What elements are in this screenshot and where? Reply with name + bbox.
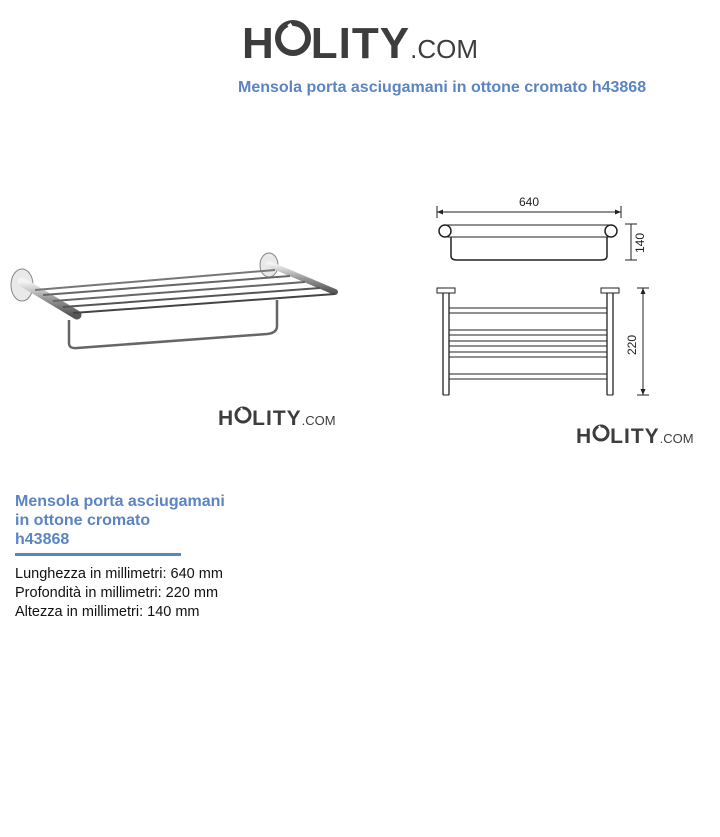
- brand-logo-lity: LITY: [310, 19, 411, 68]
- watermark2-lity: LITY: [610, 425, 660, 448]
- product-title-line: Mensola porta asciugamani: [15, 493, 225, 510]
- watermark-h: H: [218, 407, 235, 430]
- spec-list: [15, 565, 223, 622]
- brand-logo-watermark: [218, 405, 336, 431]
- brand-logo-watermark-2: [576, 423, 694, 449]
- title-divider: [15, 553, 181, 556]
- spec-height: Altezza in millimetri: 140 mm: [15, 604, 200, 620]
- dimension-depth-label: 220: [625, 334, 640, 356]
- dimension-height-label: 140: [633, 232, 648, 254]
- watermark-o-icon: [234, 405, 252, 430]
- watermark-lity: LITY: [252, 407, 302, 430]
- spec-length: Lunghezza in millimetri: 640 mm: [15, 566, 223, 582]
- brand-logo-suffix: .COM: [410, 34, 478, 64]
- product-image: [5, 240, 345, 360]
- brand-logo[interactable]: [242, 18, 478, 68]
- watermark2-h: H: [576, 425, 593, 448]
- dimension-width-label: 640: [518, 195, 540, 209]
- page-title: Mensola porta asciugamani in ottone cromato h43868: [238, 79, 647, 96]
- watermark-suffix: .COM: [301, 413, 336, 428]
- product-code: h43868: [15, 531, 70, 548]
- brand-logo-o-icon: [275, 18, 311, 63]
- watermark2-o-icon: [592, 423, 610, 448]
- technical-drawing: [425, 190, 655, 410]
- product-title-line: in ottone cromato: [15, 512, 151, 529]
- spec-depth: Profondità in millimetri: 220 mm: [15, 585, 219, 601]
- brand-logo-h: H: [242, 19, 275, 68]
- product-title: [15, 492, 255, 549]
- watermark2-suffix: .COM: [659, 431, 694, 446]
